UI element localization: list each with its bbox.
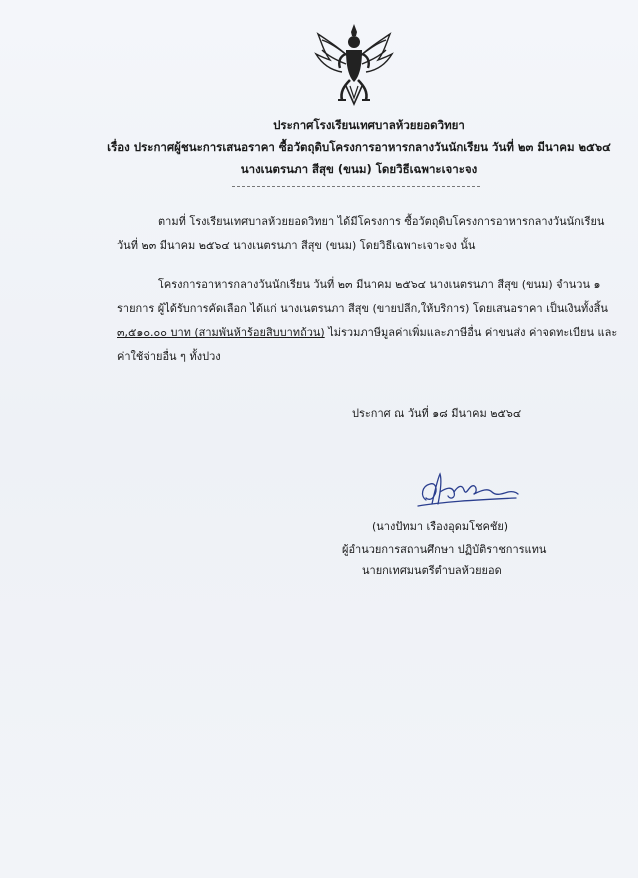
announcement-date: ประกาศ ณ วันที่ ๑๘ มีนาคม ๒๕๖๔	[352, 407, 522, 420]
paragraph-2-line-3	[117, 321, 617, 345]
paragraph-1	[117, 210, 604, 258]
paragraph-2-line-2: รายการ ผู้ได้รับการคัดเลือก ได้แก่ นางเนตรนภา สีสุข (ขายปลีก,ให้บริการ) โดยเสนอราคา เป็นเงินทั้งสิ้น	[117, 302, 608, 315]
handwritten-signature	[412, 470, 522, 512]
paragraph-2-line-4: ค่าใช้จ่ายอื่น ๆ ทั้งปวง	[117, 350, 221, 363]
signatory-position: ผู้อำนวยการสถานศึกษา ปฏิบัติราชการแทน	[342, 543, 547, 556]
paragraph-2-line-3-rest: ไม่รวมภาษีมูลค่าเพิ่มและภาษีอื่น ค่าขนส่ง ค่าจดทะเบียน และ	[324, 326, 618, 339]
paragraph-1-line-1: ตามที่ โรงเรียนเทศบาลห้วยยอดวิทยา ได้มีโครงการ ซื้อวัตถุดิบโครงการอาหารกลางวันนักเรียน	[158, 215, 605, 228]
document-subject-cont: นางเนตรนภา สีสุข (ขนม) โดยวิธีเฉพาะเจาะจง	[240, 162, 478, 176]
garuda-emblem-icon	[312, 20, 396, 106]
paragraph-1-line-2: วันที่ ๒๓ มีนาคม ๒๕๖๔ นางเนตรนภา สีสุข (ขนม) โดยวิธีเฉพาะเจาะจง นั้น	[117, 239, 476, 252]
paragraph-2	[117, 273, 617, 369]
signatory-name: (นางปัทมา เรืองอุดมโชคชัย)	[372, 520, 509, 533]
amount-text: ๓,๕๑๐.๐๐ บาท (สามพันห้าร้อยสิบบาทถ้วน)	[117, 326, 325, 339]
document-title: ประกาศโรงเรียนเทศบาลห้วยยอดวิทยา	[273, 118, 465, 132]
paragraph-2-line-1: โครงการอาหารกลางวันนักเรียน วันที่ ๒๓ มีนาคม ๒๕๖๔ นางเนตรนภา สีสุข (ขนม) จำนวน ๑	[158, 278, 601, 291]
divider	[232, 186, 480, 187]
document-subject: เรื่อง ประกาศผู้ชนะการเสนอราคา ซื้อวัตถุดิบโครงการอาหารกลางวันนักเรียน วันที่ ๒๓ มีนาคม ๒๕๖๔	[107, 140, 611, 154]
signatory-position-2: นายกเทศมนตรีตำบลห้วยยอด	[362, 564, 502, 577]
